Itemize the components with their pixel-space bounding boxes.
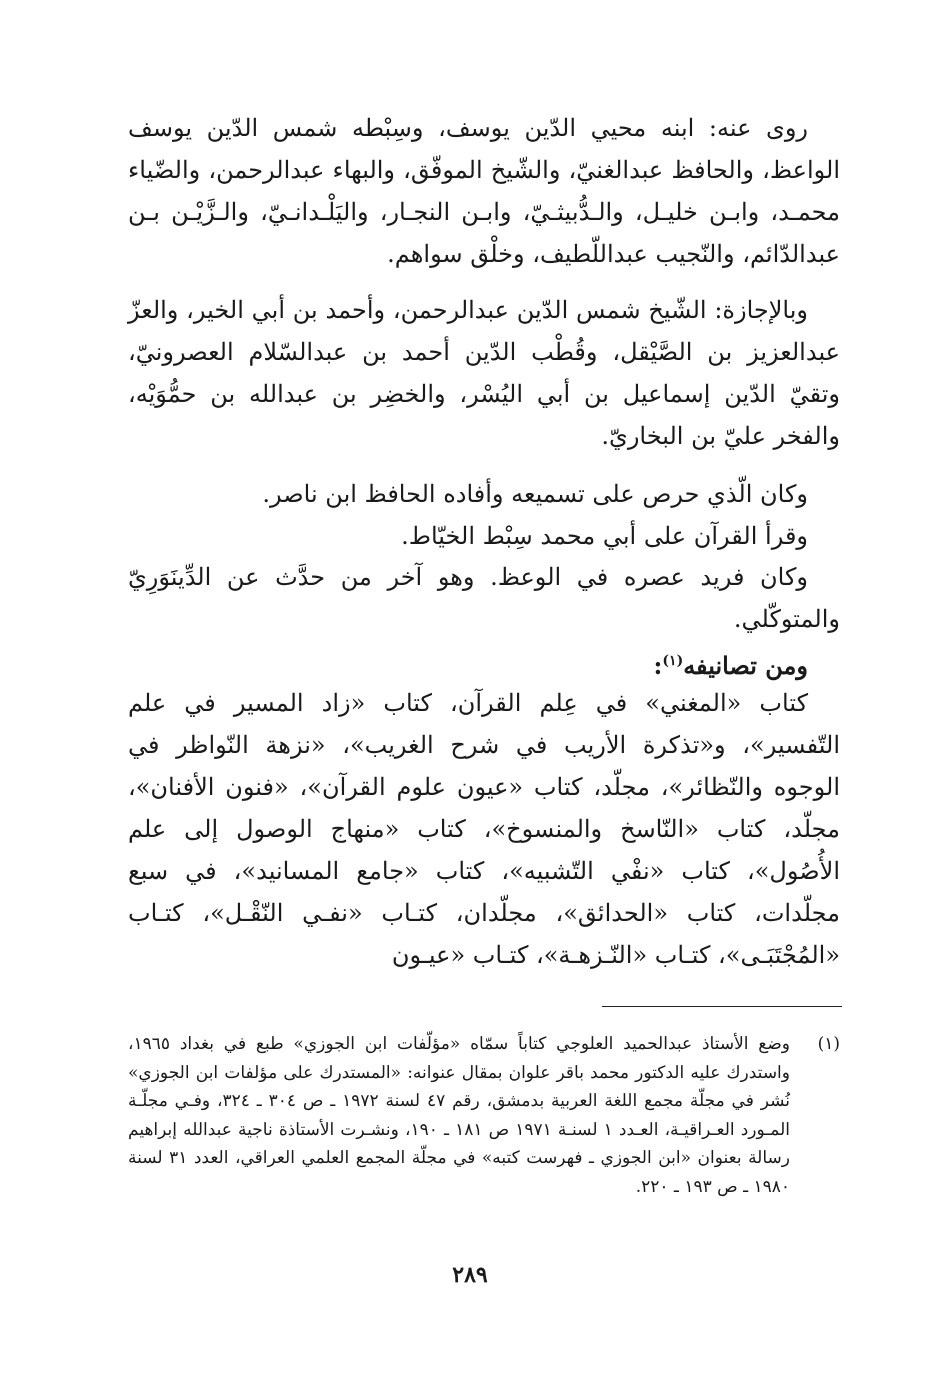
paragraph-quran-reading xyxy=(128,515,840,557)
section-heading xyxy=(128,640,840,687)
paragraph-works xyxy=(128,682,840,976)
heading-text: ومن تصانيفه xyxy=(683,651,808,680)
page-number: ٢٨٩ xyxy=(452,1262,488,1288)
paragraph-text: كتاب «المغني» في عِلم القرآن، كتاب «زاد المسير في علم التّفسير»، و«تذكرة الأريب في شرح الغريب»، «نزهة النّواظر في الوجوه والنّظائر»، مجلّد، كتاب «عيون علوم القرآن»، «فنون الأفنان»، مجلّد، كتاب «النّاسخ والمنسوخ»، كتاب «منهاج الوصول إلى علم الأُصُول»، كتاب «نفْي التّشبيه»، كتاب «جامع المسانيد»، في سبع مجلّدات، كتاب «الحدائق»، مجلّدان، كتـاب «نفـي النّقْـل»، كتـاب «المُجْتَبَـى»، كتـاب «النّـزهـة»، كتـاب «عيـون xyxy=(128,689,840,969)
paragraph-hafiz xyxy=(128,473,840,515)
paragraph-preaching xyxy=(128,556,840,640)
paragraph-text: وقرأ القرآن على أبي محمد سِبْط الخيّاط. xyxy=(401,522,808,550)
paragraph-ijaza xyxy=(128,289,840,457)
paragraph-narrators xyxy=(128,107,840,275)
footnote-marker: (١) xyxy=(817,1034,840,1054)
paragraph-text: وكان الّذي حرص على تسميعه وأفاده الحافظ ابن ناصر. xyxy=(262,480,808,508)
paragraph-text: وبالإجازة: الشّيخ شمس الدّين عبدالرحمن، وأحمد بن أبي الخير، والعزّ عبدالعزيز بن الصَّيْقل، وقُطْب الدّين أحمد بن عبدالسّلام العصرونيّ، وتقيّ الدّين إسماعيل بن أبي اليُسْر، والخضِر بن عبدالله بن حمُّوَيْه، والفخر عليّ بن البخاريّ. xyxy=(128,296,840,450)
footnote-divider xyxy=(602,1006,842,1007)
footnote-text: وضع الأستاذ عبدالحميد العلوجي كتاباً سمّاه «مؤلّفات ابن الجوزي» طبع في بغداد ١٩٦٥، واستدرك عليه الدكتور محمد باقر علوان بمقال عنوانه: «المستدرك على مؤلفات ابن الجوزي» نُشر في مجلّة مجمع اللغة العربية بدمشق، رقم ٤٧ لسنة ١٩٧٢ ـ ص ٣٠٤ ـ ٣٢٤، وفـي مجلّـة المـورد العـراقيـة، العـدد ١ لسنـة ١٩٧١ ص ١٨١ ـ ١٩٠، ونشـرت الأستاذة ناجية عبدالله إبراهيم رسالة بعنوان «ابن الجوزي ـ فهرست كتبه» في مجلّة المجمع العلمي العراقي، العدد ٣١ لسنة ١٩٨٠ ـ ص ١٩٣ ـ ٢٢٠. xyxy=(128,1034,790,1197)
footnote xyxy=(128,1030,840,1201)
heading-colon: : xyxy=(653,651,663,680)
footnote-reference[interactable]: (١) xyxy=(662,653,684,669)
paragraph-text: روى عنه: ابنه محيي الدّين يوسف، وسِبْطه شمس الدّين يوسف الواعظ، والحافظ عبدالغنيّ، والشّيخ الموفّق، والبهاء عبدالرحمن، والضّياء محمـد، وابـن خليـل، والـدُّبيثـيّ، وابـن النجـار، واليَلْـدانـيّ، والـزَّيْـن بـن عبدالدّائم، والنّجيب عبداللّطيف، وخلْق سواهم. xyxy=(128,114,840,268)
paragraph-text: وكان فريد عصره في الوعظ. وهو آخر من حدَّث عن الدِّينَوَرِيّ والمتوكّلي. xyxy=(128,563,840,633)
